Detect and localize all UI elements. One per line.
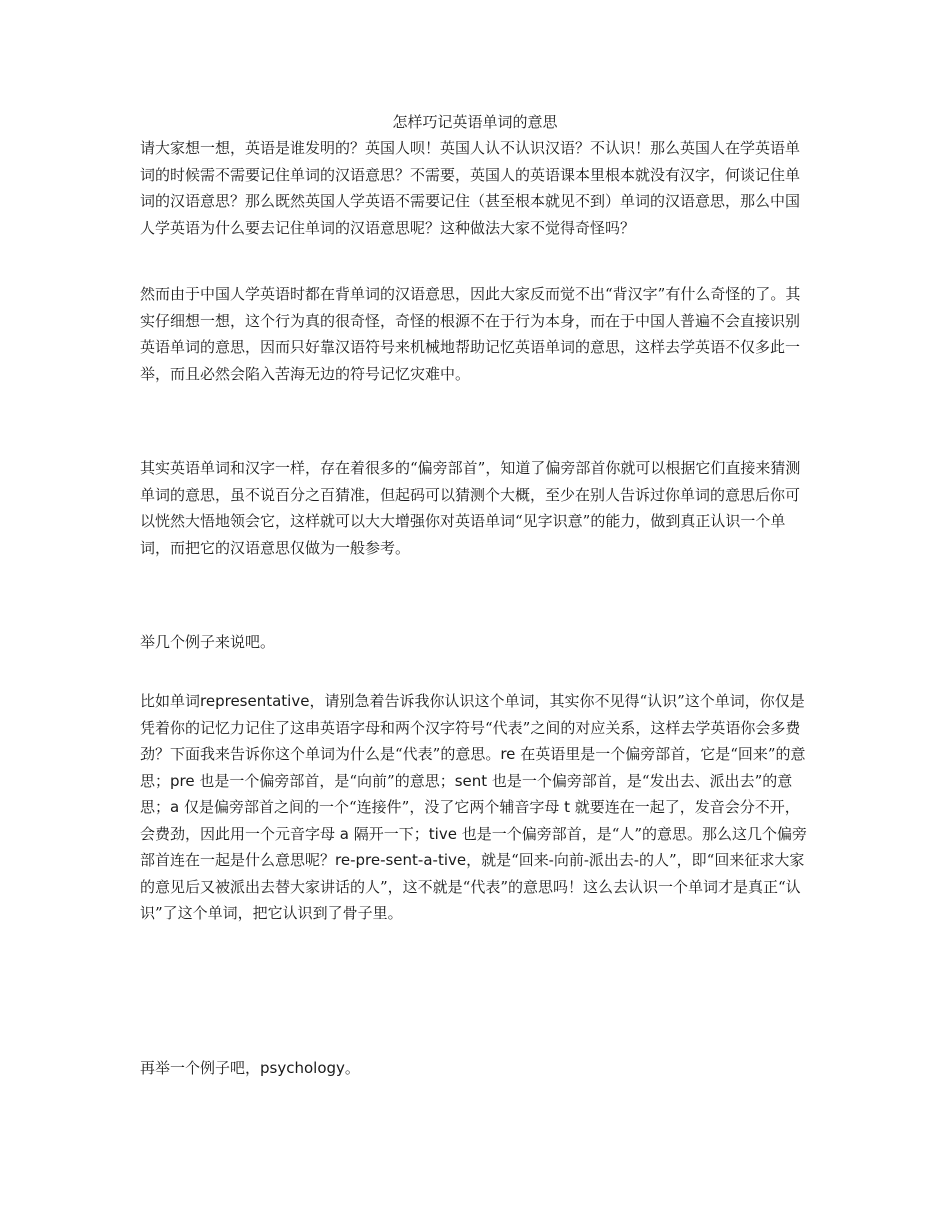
p5-word-representative: representative xyxy=(200,692,310,710)
p5-word-pre: pre xyxy=(170,771,195,790)
p5-word-tive: tive xyxy=(428,824,457,843)
document-title: 怎样巧记英语单词的意思 xyxy=(392,113,558,131)
paragraph-2: 然而由于中国人学英语时都在背单词的汉语意思，因此大家反而觉不出“背汉字”有什么奇怪的了。其实仔细想一想，这个行为真的很奇怪，奇怪的根源不在于行为本身，而在于中国人普遍不会直接识别英语单词的意思，因而只好靠汉语符号来机械地帮助记忆英语单词的意思，这样去学英语不仅多此一举，而且必然会陷入苦海无边的符号记忆灾难中。 xyxy=(140,285,801,383)
p6-word-psychology: psychology xyxy=(260,1059,345,1077)
p5-text-4: 也是一个偏旁部首，是“向前”的意思； xyxy=(194,771,455,790)
paragraph-1: 请大家想一想，英语是谁发明的？英国人呗！英国人认不认识汉语？不认识！那么英国人在学英语单词的时候需不需要记住单词的汉语意思？不需要，英国人的英语课本里根本就没有汉字，何谈记住单词的汉语意思？那么既然英国人学英语不需要记住（甚至根本就见不到）单词的汉语意思，那么中国人学英语为什么要去记住单词的汉语意思呢？这种做法大家不觉得奇怪吗？ xyxy=(140,139,801,237)
p5-word-a-2: a xyxy=(339,824,349,843)
p5-word-sent: sent xyxy=(454,771,488,790)
p5-text-10: ，就是“回来-向前-派出去-的人”，即“回来征求大家的意见后又被派出去替大家讲话的人”，这不就是“代表”的意思吗！这么去认识一个单词才是真正“认识”了这个单词，把它认识到了骨子里。 xyxy=(140,851,805,922)
p5-text-3: 在英语里是一个偏旁部首，它是“回来”的意思； xyxy=(140,745,806,790)
p5-text-2: ，请别急着告诉我你认识这个单词，其实你不见得“认识”这个单词，你仅是凭着你的记忆力记住了这串英语字母和两个汉字符号“代表”之间的对应关系，这样去学英语你会多费劲？下面我来告诉你这个单词为什么是“代表”的意思。 xyxy=(140,692,805,763)
p5-text-7: 就要连在一起了，发音会分不开，会费劲，因此用一个元音字母 xyxy=(140,798,800,843)
p6-text-2: 。 xyxy=(344,1059,360,1077)
paragraph-3: 其实英语单词和汉字一样，存在着很多的“偏旁部首”，知道了偏旁部首你就可以根据它们直接来猜测单词的意思，虽不说百分之百猜准，但起码可以猜测个大概，至少在别人告诉过你单词的意思后你可以恍然大悟地领会它，这样就可以大大增强你对英语单词“见字识意”的能力，做到真正认识一个单词，而把它的汉语意思仅做为一般参考。 xyxy=(140,459,801,557)
p5-text-9: 也是一个偏旁部首，是“人”的意思。那么这几个偏旁部首连在一起是什么意思呢？ xyxy=(140,824,808,869)
p5-text-5: 也是一个偏旁部首，是“发出去、派出去”的意思； xyxy=(140,771,793,816)
p5-word-re-pre-sent-a-tive: re-pre-sent-a-tive xyxy=(335,851,467,869)
p5-word-t: t xyxy=(564,798,570,816)
p5-text-6: 仅是偏旁部首之间的一个“连接件”，没了它两个辅音字母 xyxy=(179,798,565,816)
p5-word-re: re xyxy=(500,745,516,763)
paragraph-5 xyxy=(140,688,812,927)
p5-word-a: a xyxy=(170,798,180,816)
p5-text-1: 比如单词 xyxy=(140,692,201,710)
paragraph-4: 举几个例子来说吧。 xyxy=(140,633,276,651)
paragraph-6 xyxy=(140,1055,812,1082)
p6-text-1: 再举一个例子吧， xyxy=(140,1059,261,1077)
p5-text-8: 隔开一下； xyxy=(348,824,429,843)
